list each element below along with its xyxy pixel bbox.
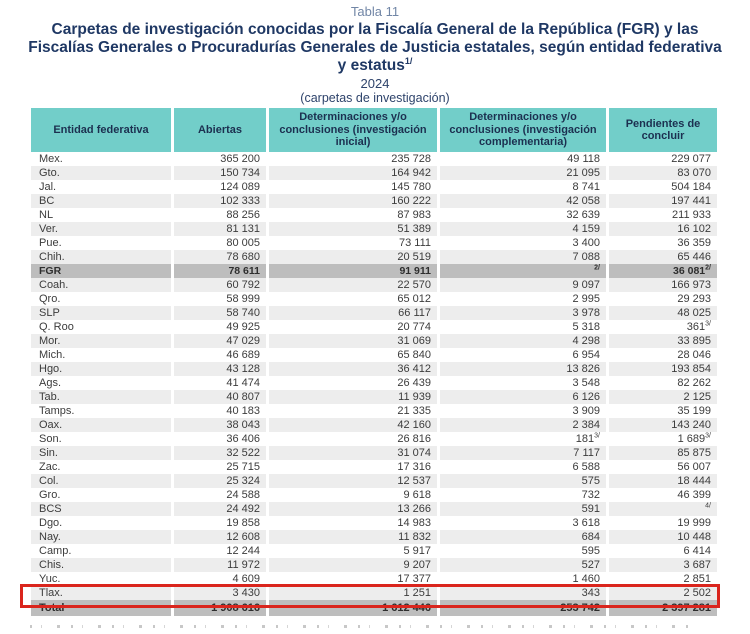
row-label: BCS <box>31 502 171 516</box>
title-line-3-text: y estatus <box>337 57 405 74</box>
value-cell: 24 492 <box>174 502 266 516</box>
value-cell: 684 <box>440 530 606 544</box>
table-row <box>31 278 717 292</box>
row-label: Son. <box>31 432 171 446</box>
value-cell: 83 070 <box>609 166 717 180</box>
value-cell: 65 840 <box>269 348 437 362</box>
value-cell: 49 925 <box>174 320 266 334</box>
row-label: Qro. <box>31 292 171 306</box>
value-cell: 143 240 <box>609 418 717 432</box>
row-label: Sin. <box>31 446 171 460</box>
table-row <box>31 502 717 516</box>
value-cell: 65 012 <box>269 292 437 306</box>
value-cell: 595 <box>440 544 606 558</box>
table-row <box>31 166 717 180</box>
value-cell <box>609 502 717 516</box>
row-label: Camp. <box>31 544 171 558</box>
value-cell: 253 742 <box>440 600 606 616</box>
table-row <box>31 208 717 222</box>
value-cell: 13 826 <box>440 362 606 376</box>
value-cell: 1 251 <box>269 586 437 600</box>
value-cell: 3 400 <box>440 236 606 250</box>
value-cell: 88 256 <box>174 208 266 222</box>
value-cell: 26 816 <box>269 432 437 446</box>
title-line-1: Carpetas de investigación conocidas por la Fiscalía General de la República (FGR) y las <box>51 21 699 38</box>
table-row <box>31 250 717 264</box>
value-cell: 14 983 <box>269 516 437 530</box>
value-cell: 6 414 <box>609 544 717 558</box>
row-label: Mex. <box>31 152 171 166</box>
value-cell: 2 851 <box>609 572 717 586</box>
table-row <box>31 516 717 530</box>
table-row <box>31 348 717 362</box>
table-row <box>31 222 717 236</box>
footnote-mark: 4/ <box>705 502 711 510</box>
units-subtitle: (carpetas de investigación) <box>300 91 450 105</box>
value-cell: $361^{3/}$ <box>609 320 717 334</box>
table-row <box>31 558 717 572</box>
table-row <box>31 264 717 278</box>
value-cell: 82 262 <box>609 376 717 390</box>
value-cell: 9 618 <box>269 488 437 502</box>
row-label: Hgo. <box>31 362 171 376</box>
value-cell: 13 266 <box>269 502 437 516</box>
table-row <box>31 152 717 166</box>
value-cell: 1 908 616 <box>174 600 266 616</box>
footnote-mark: 2/ <box>705 264 711 272</box>
row-label: NL <box>31 208 171 222</box>
value-cell: 6 588 <box>440 460 606 474</box>
table-row <box>31 418 717 432</box>
value-cell: 78 680 <box>174 250 266 264</box>
table-row <box>31 320 717 334</box>
title-footnote-mark: 1/ <box>404 55 413 66</box>
value-cell: 3 430 <box>174 586 266 600</box>
value-cell: 19 858 <box>174 516 266 530</box>
value-cell: 145 780 <box>269 180 437 194</box>
row-label: SLP <box>31 306 171 320</box>
value-cell: 56 007 <box>609 460 717 474</box>
value-cell: 4 298 <box>440 334 606 348</box>
value-cell: 6 126 <box>440 390 606 404</box>
value-cell: 11 832 <box>269 530 437 544</box>
value-cell: 193 854 <box>609 362 717 376</box>
value-cell: 10 448 <box>609 530 717 544</box>
table-row <box>31 544 717 558</box>
row-label: Dgo. <box>31 516 171 530</box>
value-cell: 91 911 <box>269 264 437 278</box>
table-row <box>31 376 717 390</box>
row-label: Tab. <box>31 390 171 404</box>
table-row <box>31 390 717 404</box>
value-cell: 5 917 <box>269 544 437 558</box>
value-cell: 20 774 <box>269 320 437 334</box>
value-cell: 166 973 <box>609 278 717 292</box>
table-row <box>31 306 717 320</box>
value-cell: 21 095 <box>440 166 606 180</box>
value-cell: 32 639 <box>440 208 606 222</box>
value-cell: 5 318 <box>440 320 606 334</box>
value-cell: 48 025 <box>609 306 717 320</box>
value-cell: 3 909 <box>440 404 606 418</box>
value-cell: 36 412 <box>269 362 437 376</box>
row-label: Mich. <box>31 348 171 362</box>
value-cell: 17 377 <box>269 572 437 586</box>
row-label: Ags. <box>31 376 171 390</box>
value-cell: 102 333 <box>174 194 266 208</box>
column-header: Pendientes de concluir <box>609 108 717 152</box>
value-cell: 29 293 <box>609 292 717 306</box>
value-cell: 46 399 <box>609 488 717 502</box>
value-cell: 36 406 <box>174 432 266 446</box>
value-cell: 25 324 <box>174 474 266 488</box>
row-label: Q. Roo <box>31 320 171 334</box>
value-cell: 229 077 <box>609 152 717 166</box>
footnote-mark: 3/ <box>594 432 600 440</box>
value-cell: 1 $689^{3/}$ <box>609 432 717 446</box>
table-row <box>31 488 717 502</box>
value-cell: 9 097 <box>440 278 606 292</box>
value-cell: 81 131 <box>174 222 266 236</box>
title-line-2: Fiscalías Generales o Procuradurías Generales de Justicia estatales, según entidad federativa <box>28 39 722 56</box>
value-cell: 49 118 <box>440 152 606 166</box>
footnote-mark: 3/ <box>705 432 711 440</box>
row-label: Col. <box>31 474 171 488</box>
value-cell: $181^{3/}$ <box>440 432 606 446</box>
value-cell: 32 522 <box>174 446 266 460</box>
value-cell: 42 058 <box>440 194 606 208</box>
column-header: Determinaciones y/o conclusiones (investigación complementaria) <box>440 108 606 152</box>
row-label: Chis. <box>31 558 171 572</box>
value-cell: 2 384 <box>440 418 606 432</box>
value-cell: 16 102 <box>609 222 717 236</box>
value-cell: 58 999 <box>174 292 266 306</box>
value-cell: 60 792 <box>174 278 266 292</box>
value-cell: 20 519 <box>269 250 437 264</box>
table-row <box>31 292 717 306</box>
value-cell: 18 444 <box>609 474 717 488</box>
page-title <box>0 21 750 75</box>
value-cell: 46 689 <box>174 348 266 362</box>
value-cell: 6 954 <box>440 348 606 362</box>
table-row <box>31 460 717 474</box>
table-body <box>31 152 717 616</box>
value-cell: 124 089 <box>174 180 266 194</box>
value-cell: 38 043 <box>174 418 266 432</box>
row-label: Gto. <box>31 166 171 180</box>
value-cell: 33 895 <box>609 334 717 348</box>
value-cell: 31 074 <box>269 446 437 460</box>
table-number-label: Tabla 11 <box>350 4 400 19</box>
value-cell: 732 <box>440 488 606 502</box>
value-cell: 150 734 <box>174 166 266 180</box>
row-label: Mor. <box>31 334 171 348</box>
row-label: Jal. <box>31 180 171 194</box>
value-cell: 365 200 <box>174 152 266 166</box>
data-table <box>28 108 720 616</box>
value-cell: 160 222 <box>269 194 437 208</box>
value-cell <box>440 264 606 278</box>
value-cell: 35 199 <box>609 404 717 418</box>
row-label: Tlax. <box>31 586 171 600</box>
value-cell: 7 088 <box>440 250 606 264</box>
value-cell: 343 <box>440 586 606 600</box>
table-row <box>31 530 717 544</box>
value-cell: 9 207 <box>269 558 437 572</box>
row-label: Pue. <box>31 236 171 250</box>
value-cell: 66 117 <box>269 306 437 320</box>
table-row <box>31 474 717 488</box>
value-cell: 36 $081^{2/}$ <box>609 264 717 278</box>
table-row <box>31 180 717 194</box>
value-cell: 4 159 <box>440 222 606 236</box>
value-cell: 31 069 <box>269 334 437 348</box>
value-cell: 40 183 <box>174 404 266 418</box>
highlight-box-tlax-row <box>20 584 720 608</box>
value-cell: 21 335 <box>269 404 437 418</box>
year-label: 2024 <box>360 76 390 91</box>
value-cell: 1 612 446 <box>269 600 437 616</box>
value-cell: 2 397 281 <box>609 600 717 616</box>
value-cell: 19 999 <box>609 516 717 530</box>
value-cell: 1 460 <box>440 572 606 586</box>
value-cell: 235 728 <box>269 152 437 166</box>
value-cell: 197 441 <box>609 194 717 208</box>
row-label: Tamps. <box>31 404 171 418</box>
value-cell: 2 125 <box>609 390 717 404</box>
header-row <box>31 108 717 152</box>
value-cell: 8 741 <box>440 180 606 194</box>
value-cell: 17 316 <box>269 460 437 474</box>
table-row <box>31 236 717 250</box>
value-cell: 24 588 <box>174 488 266 502</box>
value-cell: 211 933 <box>609 208 717 222</box>
value-cell: 11 972 <box>174 558 266 572</box>
row-label: Zac. <box>31 460 171 474</box>
column-header: Determinaciones y/o conclusiones (investigación inicial) <box>269 108 437 152</box>
row-label: Oax. <box>31 418 171 432</box>
value-cell: 527 <box>440 558 606 572</box>
clipped-footnote-line <box>30 625 688 628</box>
row-label: FGR <box>31 264 171 278</box>
value-cell: 47 029 <box>174 334 266 348</box>
table-row <box>31 446 717 460</box>
table-row <box>31 362 717 376</box>
column-header: Entidad federativa <box>31 108 171 152</box>
value-cell: 11 939 <box>269 390 437 404</box>
value-cell: 80 005 <box>174 236 266 250</box>
value-cell: 78 611 <box>174 264 266 278</box>
value-cell: 3 618 <box>440 516 606 530</box>
value-cell: 25 715 <box>174 460 266 474</box>
value-cell: 65 446 <box>609 250 717 264</box>
value-cell: 36 359 <box>609 236 717 250</box>
value-cell: 3 687 <box>609 558 717 572</box>
table-row <box>31 194 717 208</box>
value-cell: 22 570 <box>269 278 437 292</box>
row-label: Coah. <box>31 278 171 292</box>
value-cell: 51 389 <box>269 222 437 236</box>
value-cell: 3 978 <box>440 306 606 320</box>
row-label: BC <box>31 194 171 208</box>
value-cell: 43 128 <box>174 362 266 376</box>
value-cell: 28 046 <box>609 348 717 362</box>
value-cell: 12 537 <box>269 474 437 488</box>
value-cell: 591 <box>440 502 606 516</box>
column-header: Abiertas <box>174 108 266 152</box>
value-cell: 2 995 <box>440 292 606 306</box>
value-cell: 164 942 <box>269 166 437 180</box>
value-cell: 504 184 <box>609 180 717 194</box>
value-cell: 40 807 <box>174 390 266 404</box>
row-label: Yuc. <box>31 572 171 586</box>
footnote-mark: 2/ <box>594 264 600 272</box>
row-label: Nay. <box>31 530 171 544</box>
title-line-3 <box>0 57 750 75</box>
value-cell: 85 875 <box>609 446 717 460</box>
value-cell: 58 740 <box>174 306 266 320</box>
value-cell: 41 474 <box>174 376 266 390</box>
value-cell: 12 608 <box>174 530 266 544</box>
value-cell: 87 983 <box>269 208 437 222</box>
row-label: Ver. <box>31 222 171 236</box>
table-row <box>31 432 717 446</box>
value-cell: 2 502 <box>609 586 717 600</box>
table-row <box>31 404 717 418</box>
value-cell: 12 244 <box>174 544 266 558</box>
value-cell: 26 439 <box>269 376 437 390</box>
row-label: Total <box>31 600 171 616</box>
value-cell: 73 111 <box>269 236 437 250</box>
value-cell: 7 117 <box>440 446 606 460</box>
footnote-mark: 3/ <box>705 320 711 328</box>
value-cell: 575 <box>440 474 606 488</box>
row-label: Chih. <box>31 250 171 264</box>
row-label: Gro. <box>31 488 171 502</box>
value-cell: 4 609 <box>174 572 266 586</box>
table-row <box>31 334 717 348</box>
value-cell: 42 160 <box>269 418 437 432</box>
value-cell: 3 548 <box>440 376 606 390</box>
